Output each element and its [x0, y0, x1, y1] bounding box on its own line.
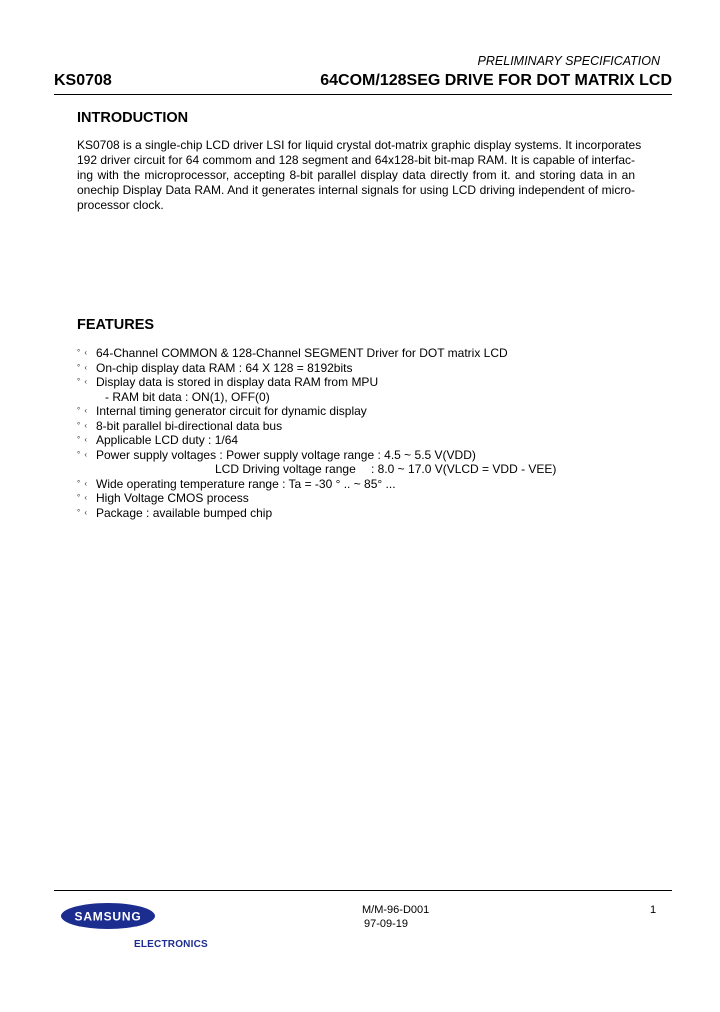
feature-item	[77, 506, 637, 521]
bullet-icon: ° ‹	[77, 362, 89, 372]
document-date: 97-09-19	[364, 918, 409, 930]
bullet-icon: ° ‹	[77, 507, 89, 517]
feature-item	[77, 346, 637, 361]
feature-item	[77, 404, 637, 419]
feature-subtext: - RAM bit data : ON(1), OFF(0)	[105, 389, 270, 404]
logo-brand-text: SAMSUNG	[74, 909, 142, 924]
feature-text: 8-bit parallel bi-directional data bus	[96, 418, 283, 433]
bullet-icon: ° ‹	[77, 406, 89, 415]
bullet-icon: ° ‹	[77, 435, 89, 444]
bullet-icon: ° ‹	[77, 348, 89, 357]
feature-item	[77, 419, 637, 434]
feature-text: 64-Channel COMMON & 128-Channel SEGMENT Driver for DOT matrix LCD	[96, 346, 508, 360]
document-title: 64COM/128SEG DRIVE FOR DOT MATRIX LCD	[320, 72, 672, 89]
bullet-icon: ° ‹	[77, 420, 89, 430]
division-name: ELECTRONICS	[134, 939, 208, 950]
features-heading: FEATURES	[77, 317, 155, 333]
bullet-icon: ° ‹	[77, 377, 89, 386]
introduction-paragraph	[77, 138, 642, 213]
intro-line: KS0708 is a single-chip LCD driver LSI for liquid crystal dot-matrix graphic display systems. It incorporates	[77, 138, 642, 152]
feature-text: Wide operating temperature range : Ta = -30 ° .. ~ 85° ...	[96, 476, 396, 491]
feature-text: Package : available bumped chip	[96, 505, 273, 520]
feature-text: Applicable LCD duty : 1/64	[96, 433, 239, 447]
feature-item	[77, 361, 637, 376]
intro-line: 192 driver circuit for 64 commom and 128 segment and 64x128-bit bit-map RAM. It is capable of interfac-	[77, 153, 635, 167]
part-number: KS0708	[54, 72, 112, 89]
feature-subitem	[77, 390, 637, 405]
feature-text: Display data is stored in display data RAM from MPU	[96, 375, 379, 389]
document-status: PRELIMINARY SPECIFICATION	[477, 54, 660, 68]
introduction-heading: INTRODUCTION	[77, 110, 189, 126]
intro-line: processor clock.	[77, 198, 164, 212]
bullet-icon: ° ‹	[77, 478, 89, 488]
feature-item	[77, 433, 637, 448]
features-list	[77, 346, 637, 520]
page-number: 1	[650, 904, 657, 916]
bullet-icon: ° ‹	[77, 493, 89, 502]
feature-item	[77, 375, 637, 390]
samsung-logo	[60, 902, 156, 930]
feature-subitem	[77, 462, 637, 477]
feature-subtext-label: LCD Driving voltage range	[215, 462, 356, 476]
feature-item	[77, 448, 637, 463]
feature-subtext-value: : 8.0 ~ 17.0 V(VLCD = VDD - VEE)	[371, 462, 557, 476]
feature-text: High Voltage CMOS process	[96, 491, 249, 505]
bullet-icon: ° ‹	[77, 449, 89, 459]
feature-item	[77, 491, 637, 506]
feature-text: Power supply voltages : Power supply voltage range : 4.5 ~ 5.5 V(VDD)	[96, 447, 476, 462]
feature-item	[77, 477, 637, 492]
intro-line: ing with the microprocessor, accepting 8-bit parallel display data directly from it. and storing data in an	[77, 168, 635, 182]
intro-line: onechip Display Data RAM. And it generates internal signals for using LCD driving independent of micro-	[77, 183, 635, 197]
document-number: M/M-96-D001	[362, 904, 430, 916]
footer-divider	[54, 890, 672, 891]
feature-text: Internal timing generator circuit for dynamic display	[96, 404, 367, 418]
feature-text: On-chip display data RAM : 64 X 128 = 8192bits	[96, 360, 353, 375]
header-divider	[54, 94, 672, 95]
